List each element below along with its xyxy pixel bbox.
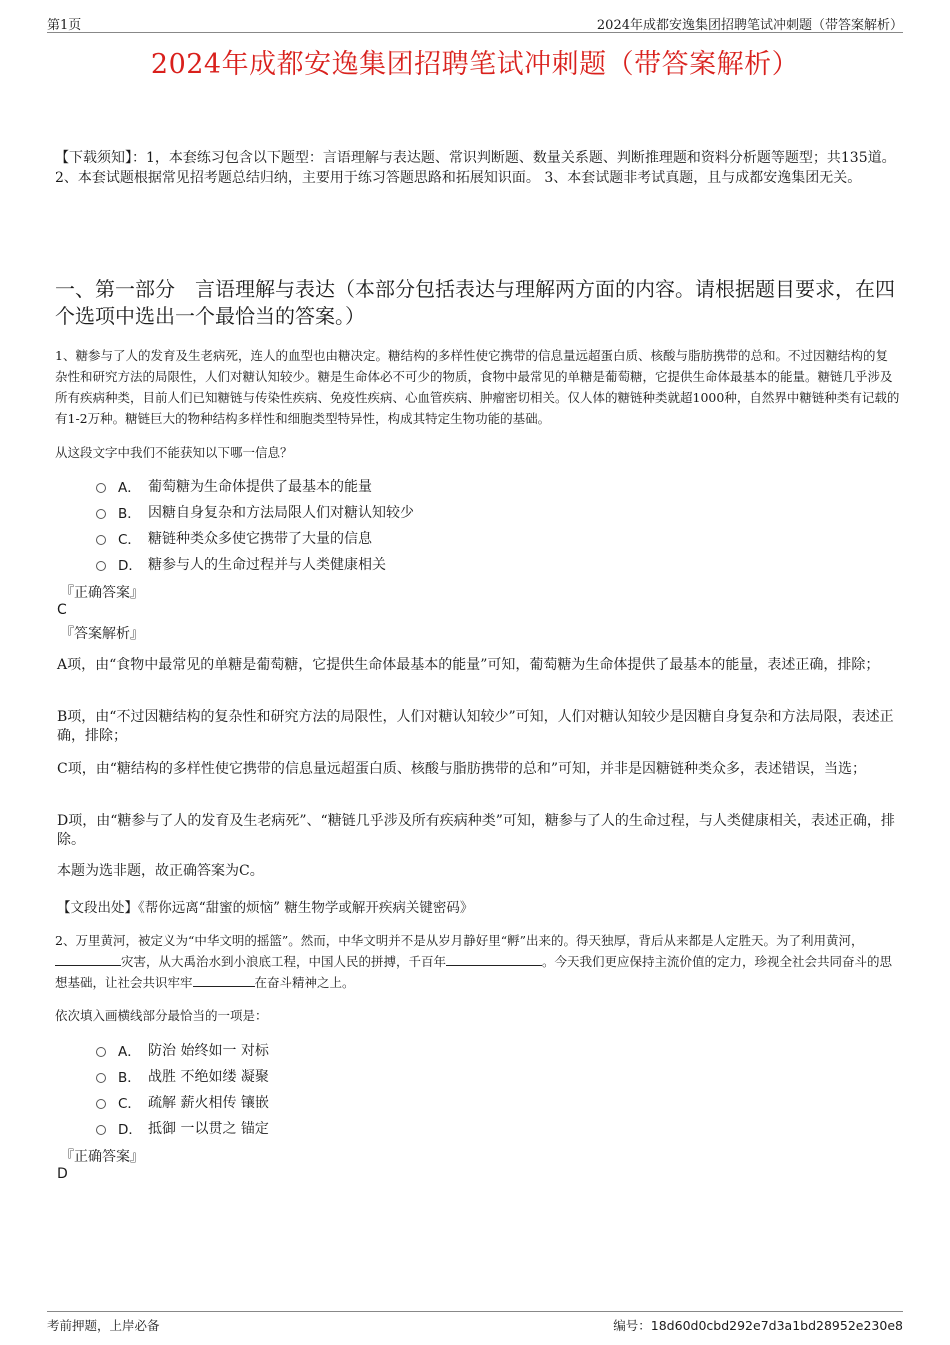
option-a[interactable]: A． 防治 始终如一 对标 — [96, 1037, 269, 1063]
analysis-b: B项，由“不过因糖结构的复杂性和研究方法的局限性，人们对糖认知较少”可知，人们对糖认知较少是因糖自身复杂和方法局限，表述正确，排除； — [57, 709, 894, 744]
option-d[interactable]: D． 抵御 一以贯之 锚定 — [96, 1115, 269, 1141]
section-heading: 一、第一部分 言语理解与表达（本部分包括表达与理解两方面的内容。请根据题目要求，在四个选项中选出一个最恰当的答案。） — [55, 277, 895, 328]
radio-icon[interactable] — [96, 535, 106, 545]
radio-icon[interactable] — [96, 561, 106, 571]
option-text: 糖参与人的生命过程并与人类健康相关 — [148, 557, 386, 573]
download-notice: 【下载须知】：1，本套练习包含以下题型：言语理解与表达题、常识判断题、数量关系题、判断推理题和资料分析题等题型；共135道。 2、本套试题根据常见招考题总结归纳，主要用于练习答题思路和拓展知识面。 3、本套试题非考试真题，且与成都安逸集团无关。 — [55, 150, 896, 186]
question-2-passage: 2、万里黄河，被定义为“中华文明的摇篮”。然而，中华文明并不是从岁月静好里“孵”出来的。得天独厚，背后从来都是人定胜天。为了利用黄河，灾害，从大禹治水到小浪底工程，中国人民的拼搏，千百年 。今天我们更应保持主流价值的定力，珍视全社会共同奋斗的思想基础，让社会共识牢牢 在奋斗精神之上。 — [55, 933, 893, 990]
option-text: 防治 始终如一 对标 — [148, 1043, 269, 1059]
fill-blank-2[interactable] — [446, 953, 542, 966]
option-b[interactable]: B． 因糖自身复杂和方法局限人们对糖认知较少 — [96, 499, 414, 525]
header-doc-title: 2024年成都安逸集团招聘笔试冲刺题（带答案解析） — [596, 18, 903, 33]
analysis-c: C项，由“糖结构的多样性使它携带的信息量远超蛋白质、核酸与脂肪携带的总和”可知，并非是因糖链种类众多，表述错误，当选； — [57, 761, 867, 777]
question-2-options — [96, 1037, 269, 1141]
option-text: 葡萄糖为生命体提供了最基本的能量 — [148, 479, 372, 495]
analysis-conclusion: 本题为选非题，故正确答案为C。 — [57, 863, 264, 879]
analysis-label: 『答案解析』 — [60, 626, 144, 642]
question-2-prompt: 依次填入画横线部分最恰当的一项是： — [55, 1008, 268, 1023]
answer-label: 『正确答案』 — [60, 585, 144, 601]
question-1-prompt: 从这段文字中我们不能获知以下哪一信息？ — [55, 445, 293, 460]
radio-icon[interactable] — [96, 1099, 106, 1109]
option-text: 抵御 一以贯之 锚定 — [148, 1121, 269, 1137]
footer-code: 编号：18d60d0cbd292e7d3a1bd28952e230e8 — [613, 1318, 903, 1333]
option-text: 疏解 薪火相传 镶嵌 — [148, 1095, 269, 1111]
fill-blank-1[interactable] — [55, 953, 121, 966]
option-text: 因糖自身复杂和方法局限人们对糖认知较少 — [148, 505, 414, 521]
document-title: 2024年成都安逸集团招聘笔试冲刺题（带答案解析） — [150, 49, 800, 80]
question-1-options — [96, 473, 414, 577]
radio-icon[interactable] — [96, 483, 106, 493]
option-text: 战胜 不绝如缕 凝聚 — [148, 1069, 269, 1085]
fill-blank-3[interactable] — [193, 974, 255, 987]
radio-icon[interactable] — [96, 1073, 106, 1083]
correct-answer: D — [57, 1166, 68, 1182]
option-c[interactable]: C． 疏解 薪火相传 镶嵌 — [96, 1089, 269, 1115]
option-a[interactable]: A． 葡萄糖为生命体提供了最基本的能量 — [96, 473, 414, 499]
answer-label: 『正确答案』 — [60, 1149, 144, 1165]
passage-source: 【文段出处】《帮你远离“甜蜜的烦恼” 糖生物学或解开疾病关键密码》 — [57, 900, 474, 916]
option-c[interactable]: C． 糖链种类众多使它携带了大量的信息 — [96, 525, 414, 551]
radio-icon[interactable] — [96, 509, 106, 519]
page-footer — [47, 1311, 903, 1334]
page-number: 第1页 — [47, 18, 82, 33]
page-header — [47, 12, 903, 33]
analysis-a: A项，由“食物中最常见的单糖是葡萄糖，它提供生命体最基本的能量”可知，葡萄糖为生命体提供了最基本的能量，表述正确，排除； — [57, 657, 880, 673]
option-text: 糖链种类众多使它携带了大量的信息 — [148, 531, 372, 547]
option-b[interactable]: B． 战胜 不绝如缕 凝聚 — [96, 1063, 269, 1089]
footer-slogan: 考前押题，上岸必备 — [47, 1318, 160, 1333]
question-1-passage: 1、糖参与了人的发育及生老病死，连人的血型也由糖决定。糖结构的多样性使它携带的信息量远超蛋白质、核酸与脂肪携带的总和。不过因糖结构的复杂性和研究方法的局限性，人们对糖认知较少。糖是生命体必不可少的物质，食物中最常见的单糖是葡萄糖，它提供生命体最基本的能量。糖链几乎涉及所有疾病种类，目前人们已知糖链与传染性疾病、免疫性疾病、心血管疾病、肿瘤密切相关。仅人体的糖链种类就超1000种，自然界中糖链种类有记载的有1-2万种。糖链巨大的物种结构多样性和细胞类型特异性，构成其特定生物功能的基础。 — [55, 348, 900, 426]
correct-answer: C — [57, 602, 67, 618]
radio-icon[interactable] — [96, 1047, 106, 1057]
radio-icon[interactable] — [96, 1125, 106, 1135]
analysis-d: D项，由“糖参与了人的发育及生老病死”、“糖链几乎涉及所有疾病种类”可知，糖参与了人的生命过程，与人类健康相关，表述正确，排除。 — [57, 813, 895, 848]
option-d[interactable]: D． 糖参与人的生命过程并与人类健康相关 — [96, 551, 414, 577]
